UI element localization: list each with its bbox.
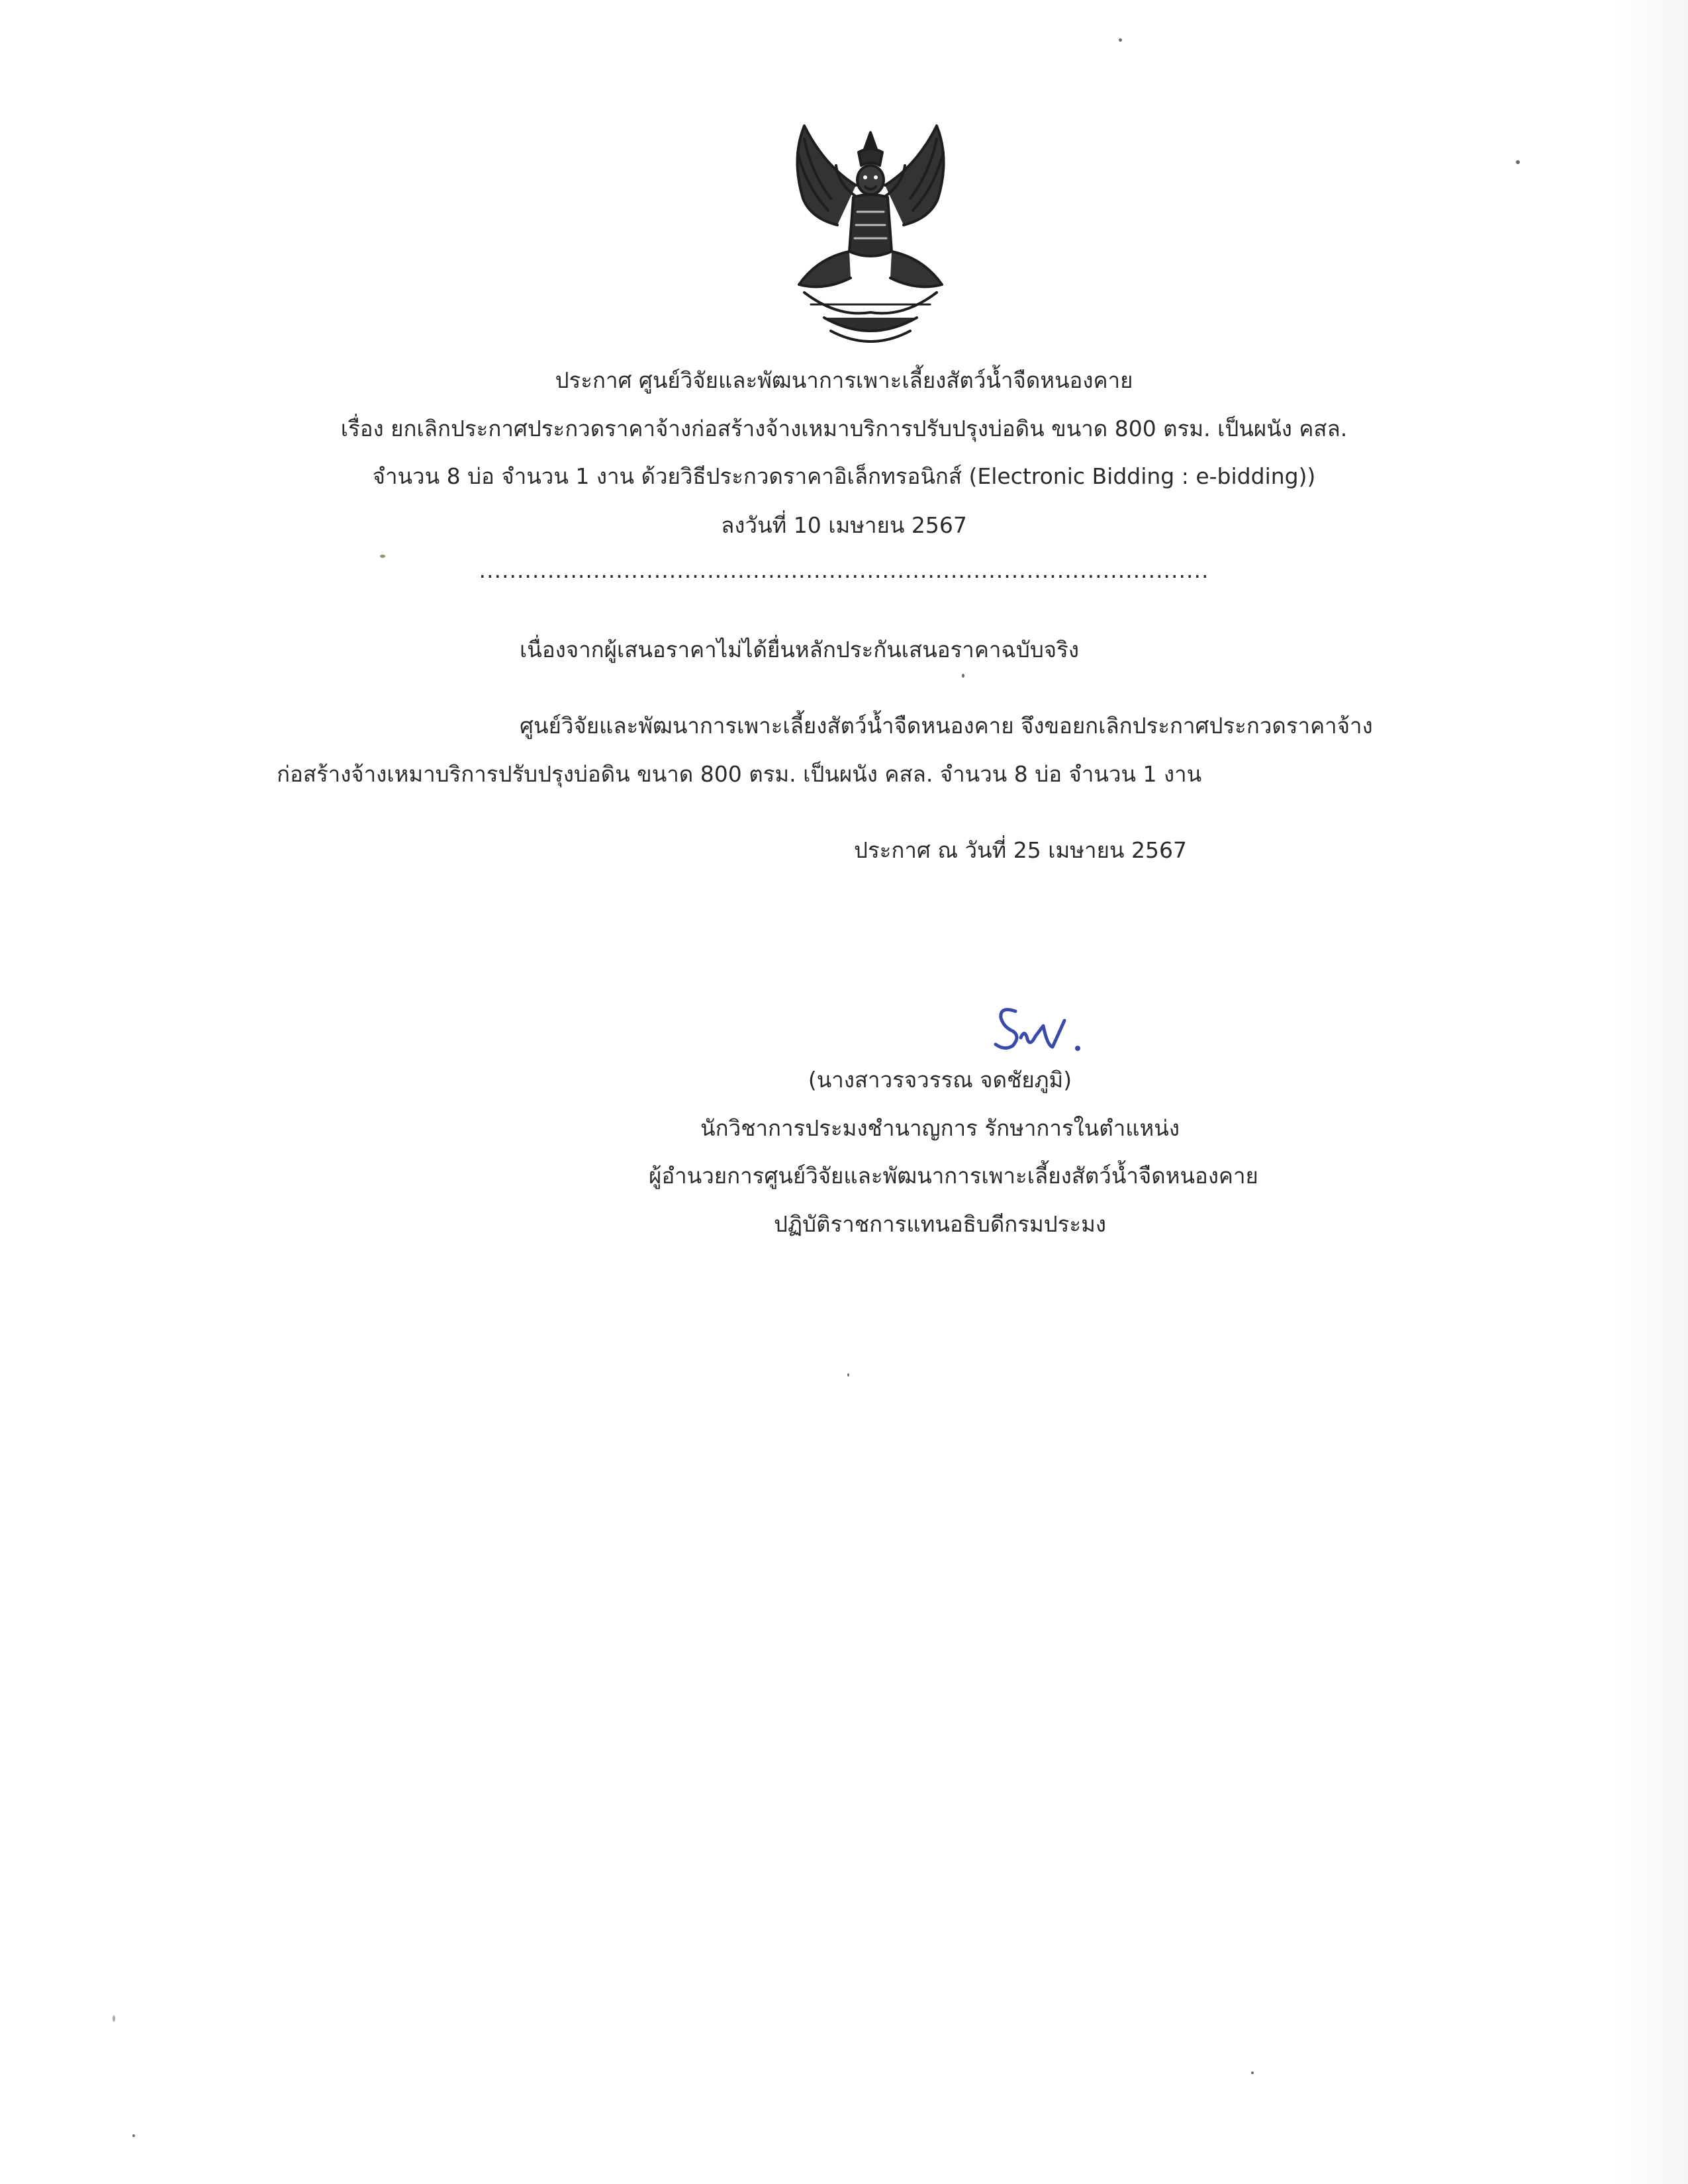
scan-speck [132, 2134, 135, 2137]
scan-speck [1251, 2071, 1254, 2074]
dated-line: ลงวันที่ 10 เมษายน 2567 [721, 512, 967, 538]
scan-speck [1119, 38, 1122, 42]
scan-edge-shadow [1615, 0, 1688, 2184]
header-divider: ................................................................................................ [479, 557, 1209, 583]
signer-position-2: ผู้อำนวยการศูนย์วิจัยและพัฒนาการเพาะเลี้ยงสัตว์น้ำจืดหนองคาย [649, 1163, 1258, 1189]
subject-line-2: จำนวน 8 บ่อ จำนวน 1 งาน ด้วยวิธีประกวดราคาอิเล็กทรอนิกส์ (Electronic Bidding : e-bidding)) [372, 463, 1316, 489]
scan-speck [113, 2015, 115, 2022]
scan-speck [847, 1373, 849, 1377]
announced-date: ประกาศ ณ วันที่ 25 เมษายน 2567 [854, 837, 1187, 863]
reason-line: เนื่องจากผู้เสนอราคาไม่ได้ยื่นหลักประกันเสนอราคาฉบับจริง [520, 637, 1079, 662]
signer-name: (นางสาวรจวรรณ จดชัยภูมิ) [808, 1067, 1072, 1093]
signer-position-3: ปฏิบัติราชการแทนอธิบดีกรมประมง [773, 1211, 1106, 1237]
signer-position-1: นักวิชาการประมงชำนาญการ รักษาการในตำแหน่ง [700, 1115, 1180, 1141]
paragraph-line-2: ก่อสร้างจ้างเหมาบริการปรับปรุงบ่อดิน ขนาด 800 ตรม. เป็นผนัง คสล. จำนวน 8 บ่อ จำนวน 1 งาน [277, 761, 1202, 787]
announcement-title: ประกาศ ศูนย์วิจัยและพัฒนาการเพาะเลี้ยงสัตว์น้ำจืดหนองคาย [555, 367, 1133, 393]
handwritten-signature [986, 999, 1092, 1059]
paragraph-line-1: ศูนย์วิจัยและพัฒนาการเพาะเลี้ยงสัตว์น้ำจืดหนองคาย จึงขอยกเลิกประกาศประกวดราคาจ้าง [520, 713, 1373, 739]
scan-speck [380, 555, 385, 558]
scan-speck [1516, 160, 1520, 164]
subject-line-1: เรื่อง ยกเลิกประกาศประกวดราคาจ้างก่อสร้างจ้างเหมาบริการปรับปรุงบ่อดิน ขนาด 800 ตรม. เป็นผนัง คสล. [340, 416, 1348, 441]
garuda-emblem-icon [765, 119, 976, 357]
scan-speck [962, 674, 964, 678]
